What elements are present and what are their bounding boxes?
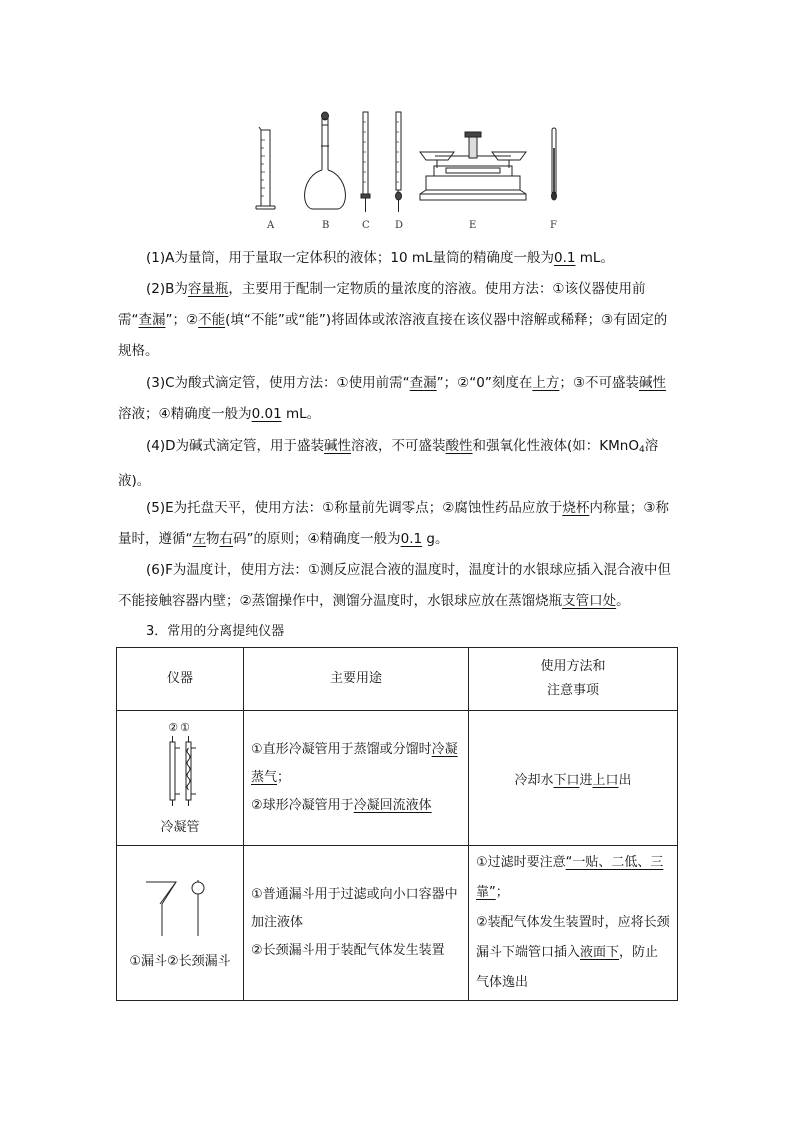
figure-label-e: E [469, 220, 477, 231]
paragraph-2: (2)B为容量瓶，主要用于配制一定物质的量浓度的溶液。使用方法：①该仪器使用前需“查漏”；②不能(填“不能”或“能”)将固体或浓溶液直接在该仪器中溶解或稀释；③有固定的规格。 [118, 281, 668, 359]
figure-label-c: C [362, 220, 370, 231]
table-row [117, 711, 678, 846]
header-main-use: 主要用途 [244, 648, 469, 711]
condenser-use-cell: ①直形冷凝管用于蒸馏或分馏时冷凝蒸气； ②球形冷凝管用于冷凝回流液体 [244, 711, 469, 846]
instruments-figure [250, 108, 590, 238]
section-title: 3．常用的分离提纯仪器 [146, 624, 285, 639]
figure-label-f: F [550, 220, 557, 231]
paragraph-5: (5)E为托盘天平，使用方法：①称量前先调零点；②腐蚀性药品应放于烧杯内称量；③称量时，遵循“左物右码”的原则；④精确度一般为0.1 g。 [118, 500, 669, 547]
funnel-icon [140, 878, 220, 940]
header-usage-notes: 使用方法和 注意事项 [469, 648, 678, 711]
condenser-notes-cell: 冷却水下口进上口出 [469, 711, 678, 846]
figure-label-a: A [267, 220, 275, 231]
paragraph-1: (1)A为量筒，用于量取一定体积的液体；10 mL量筒的精确度一般为0.1 mL。 [146, 250, 614, 266]
condenser-cell [117, 711, 244, 846]
graduated-cylinder-icon [256, 127, 275, 209]
acid-burette-icon [361, 112, 370, 212]
table-row [117, 846, 678, 1001]
paragraph-4: (4)D为碱式滴定管，用于盛装碱性溶液，不可盛装酸性和强氧化性液体(如：KMnO$_4$溶液)。 [118, 438, 659, 489]
balance-icon [420, 132, 526, 200]
instruments-drawing [250, 108, 590, 220]
condenser-icon [160, 734, 200, 806]
condenser-caption: 冷凝管 [160, 820, 200, 835]
funnel-cell [117, 846, 244, 1001]
header-instrument: 仪器 [117, 648, 244, 711]
figure-label-b: B [322, 220, 330, 231]
base-burette-icon [396, 112, 402, 212]
figure-label-d: D [395, 220, 404, 231]
paragraph-6: (6)F为温度计，使用方法：①测反应混合液的温度时，温度计的水银球应插入混合液中但不能接触容器内壁；②蒸馏操作中，测馏分温度时，水银球应放在蒸馏烧瓶支管口处。 [118, 562, 671, 609]
funnel-use-cell: ①普通漏斗用于过滤或向小口容器中加注液体 ②长颈漏斗用于装配气体发生装置 [244, 846, 469, 1001]
condenser-numbers: ②① [168, 721, 192, 734]
table-header-row [117, 648, 678, 711]
funnel-notes-cell: ①过滤时要注意“一贴、二低、三靠”； ②装配气体发生装置时，应将长颈漏斗下端管口插入液面下，防止气体逸出 [469, 846, 678, 1001]
instruments-table [116, 647, 678, 1001]
funnel-caption: ①漏斗②长颈漏斗 [129, 953, 231, 969]
volumetric-flask-icon [305, 112, 346, 209]
thermometer-icon [552, 128, 557, 200]
paragraph-3: (3)C为酸式滴定管，使用方法：①使用前需“查漏”；②“0”刻度在上方；③不可盛装碱性溶液；④精确度一般为0.01 mL。 [118, 375, 666, 422]
